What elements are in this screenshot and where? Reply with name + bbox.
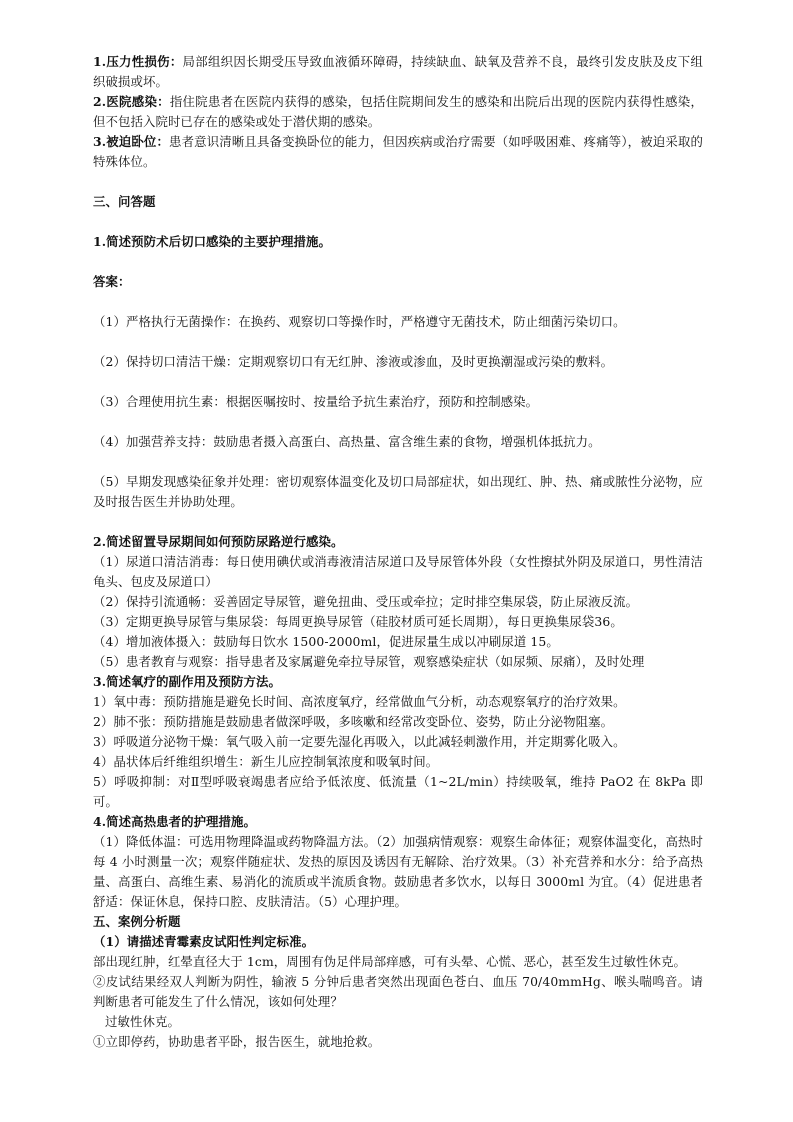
definition-text: 局部组织因长期受压导致血液循环障碍，持续缺血、缺氧及营养不良，最终引发皮肤及皮下组织破损或坏。 bbox=[93, 54, 703, 89]
section-title-qa: 三、问答题 bbox=[93, 194, 156, 209]
q2-item-3: （3）定期更换导尿管与集尿袋：每周更换导尿管（硅胶材质可延长周期），每日更换集尿袋36。 bbox=[93, 614, 623, 629]
case-line-2: ②皮试结果经双人判断为阴性，输液 5 分钟后患者突然出现面色苍白、血压 70/40mmHg、喉头喘鸣音。请判断患者可能发生了什么情况，该如何处理？ bbox=[93, 974, 703, 1009]
section-title-case: 五、案例分析题 bbox=[93, 914, 181, 929]
definition-hospital-infection: 2.医院感染：指住院患者在医院内获得的感染，包括住院期间发生的感染和出院后出现的医院内获得性感染，但不包括入院时已存在的感染或处于潜伏期的感染。 bbox=[93, 94, 703, 129]
answer-label: 答案： bbox=[93, 274, 131, 289]
q3-item-5: 5）呼吸抑制：对Ⅱ型呼吸衰竭患者应给予低浓度、低流量（1~2L/min）持续吸氧，维持 PaO2 在 8kPa 即可。 bbox=[93, 774, 703, 809]
q1-item-1: （1）严格执行无菌操作：在换药、观察切口等操作时，严格遵守无菌技术，防止细菌污染切口。 bbox=[93, 314, 626, 329]
q3-item-4: 4）晶状体后纤维组织增生：新生儿应控制氧浓度和吸氧时间。 bbox=[93, 754, 439, 769]
definition-text: 指住院患者在医院内获得的感染，包括住院期间发生的感染和出院后出现的医院内获得性感染，但不包括入院时已存在的感染或处于潜伏期的感染。 bbox=[93, 94, 703, 129]
q1-item-2: （2）保持切口清洁干燥：定期观察切口有无红肿、渗液或渗血，及时更换潮湿或污染的敷料。 bbox=[93, 354, 614, 369]
q4-answer: （1）降低体温：可选用物理降温或药物降温方法。（2）加强病情观察：观察生命体征；观察体温变化，高热时每 4 小时测量一次；观察伴随症状、发热的原因及诱因有无解除、治疗效果。（3）补充营养和水分：给予高热量、高蛋白、高维生素、易消化的流质或半流质食物。鼓励患者多饮水，以每日 3000ml 为宜。（4）促进患者舒适：保证休息，保持口腔、皮肤清洁。（5）心理护理。 bbox=[93, 834, 703, 909]
q2-item-4: （4）增加液体摄入：鼓励每日饮水 1500-2000ml，促进尿量生成以冲刷尿道 15。 bbox=[93, 634, 559, 649]
question-1: 1.简述预防术后切口感染的主要护理措施。 bbox=[93, 234, 331, 249]
definition-forced-position: 3.被迫卧位：患者意识清晰且具备变换卧位的能力，但因疾病或治疗需要（如呼吸困难、疼痛等），被迫采取的特殊体位。 bbox=[93, 134, 703, 169]
q1-item-4: （4）加强营养支持：鼓励患者摄入高蛋白、高热量、富含维生素的食物，增强机体抵抗力。 bbox=[93, 434, 601, 449]
question-3: 3.简述氧疗的副作用及预防方法。 bbox=[93, 674, 282, 689]
definition-term: 3.被迫卧位 bbox=[93, 134, 157, 149]
case-line-1: 部出现红肿，红晕直径大于 1cm，周围有伪足伴局部痒感，可有头晕、心慌、恶心，甚至发生过敏性休克。 bbox=[93, 954, 686, 969]
document-page bbox=[93, 52, 703, 1052]
definition-term: 2.医院感染 bbox=[93, 94, 158, 109]
q2-item-2: （2）保持引流通畅：妥善固定导尿管，避免扭曲、受压或牵拉；定时排空集尿袋，防止尿液反流。 bbox=[93, 594, 639, 609]
question-2: 2.简述留置导尿期间如何预防尿路逆行感染。 bbox=[93, 534, 344, 549]
q3-item-3: 3）呼吸道分泌物干燥：氧气吸入前一定要先湿化再吸入，以此减轻刺激作用，并定期雾化吸入。 bbox=[93, 734, 626, 749]
definition-pressure-injury: 1.压力性损伤：局部组织因长期受压导致血液循环障碍，持续缺血、缺氧及营养不良，最终引发皮肤及皮下组织破损或坏。 bbox=[93, 54, 703, 89]
q2-item-5: （5）患者教育与观察：指导患者及家属避免牵拉导尿管，观察感染症状（如尿频、尿痛），及时处理 bbox=[93, 654, 645, 669]
q1-item-5: （5）早期发现感染征象并处理：密切观察体温变化及切口局部症状，如出现红、肿、热、痛或脓性分泌物，应及时报告医生并协助处理。 bbox=[93, 474, 703, 509]
case-line-4: ①立即停药，协助患者平卧，报告医生，就地抢救。 bbox=[93, 1034, 381, 1049]
q2-item-1: （1）尿道口清洁消毒：每日使用碘伏或消毒液清洁尿道口及导尿管体外段（女性擦拭外阴及尿道口，男性清洁龟头、包皮及尿道口） bbox=[93, 554, 703, 589]
q3-item-2: 2）肺不张：预防措施是鼓励患者做深呼吸，多咳嗽和经常改变卧位、姿势，防止分泌物阻塞。 bbox=[93, 714, 614, 729]
case-line-3: 过敏性休克。 bbox=[105, 1014, 180, 1029]
definition-text: 患者意识清晰且具备变换卧位的能力，但因疾病或治疗需要（如呼吸困难、疼痛等），被迫采取的特殊体位。 bbox=[93, 134, 703, 169]
q1-item-3: （3）合理使用抗生素：根据医嘱按时、按量给予抗生素治疗，预防和控制感染。 bbox=[93, 394, 539, 409]
definition-term: 1.压力性损伤 bbox=[93, 54, 170, 69]
case-question-1: （1）请描述青霉素皮试阳性判定标准。 bbox=[93, 934, 315, 949]
q3-item-1: 1）氧中毒：预防措施是避免长时间、高浓度氧疗，经常做血气分析，动态观察氧疗的治疗效果。 bbox=[93, 694, 626, 709]
question-4: 4.简述高热患者的护理措施。 bbox=[93, 814, 257, 829]
